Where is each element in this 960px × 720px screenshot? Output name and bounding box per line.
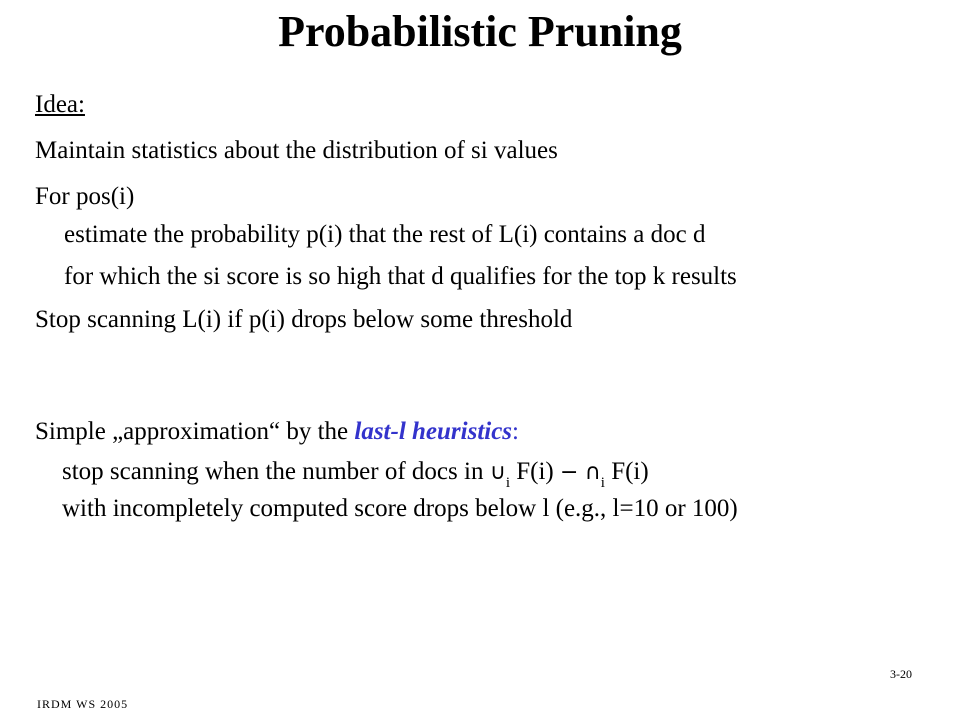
idea-label: Idea:	[35, 91, 85, 118]
bullet-line-2: For pos(i)	[35, 183, 135, 210]
bullet-line-3: estimate the probability p(i) that the rest of L(i) contains a doc d	[64, 221, 706, 248]
bullet-line-5: Stop scanning L(i) if p(i) drops below some threshold	[35, 306, 573, 333]
heuristic-colon: :	[512, 418, 519, 445]
stop-text-c: F(i)	[604, 458, 649, 485]
bullet-line-4: for which the si score is so high that d qualifies for the top k results	[64, 263, 737, 290]
minus-symbol: −	[559, 460, 579, 485]
stop-text-b: F(i)	[509, 458, 560, 485]
approximation-line	[35, 417, 519, 447]
bullet-line-1: Maintain statistics about the distribution of si values	[35, 137, 558, 164]
stop-text-a: stop scanning when the number of docs in	[62, 458, 490, 485]
approximation-prefix: Simple „approximation“ by the	[35, 418, 355, 445]
slide-title: Probabilistic Pruning	[278, 7, 682, 56]
intersect-subscript: i	[600, 475, 605, 491]
threshold-line: with incompletely computed score drops below l (e.g., l=10 or 100)	[62, 495, 738, 522]
union-subscript: i	[505, 475, 510, 491]
footer-course: IRDM WS 2005	[37, 697, 129, 711]
footer-page-number: 3-20	[890, 667, 912, 681]
union-symbol: ∪	[489, 460, 506, 485]
intersect-symbol: ∩	[584, 460, 601, 485]
stop-condition-line	[62, 457, 649, 490]
heuristic-name: last-l heuristics	[354, 418, 513, 445]
